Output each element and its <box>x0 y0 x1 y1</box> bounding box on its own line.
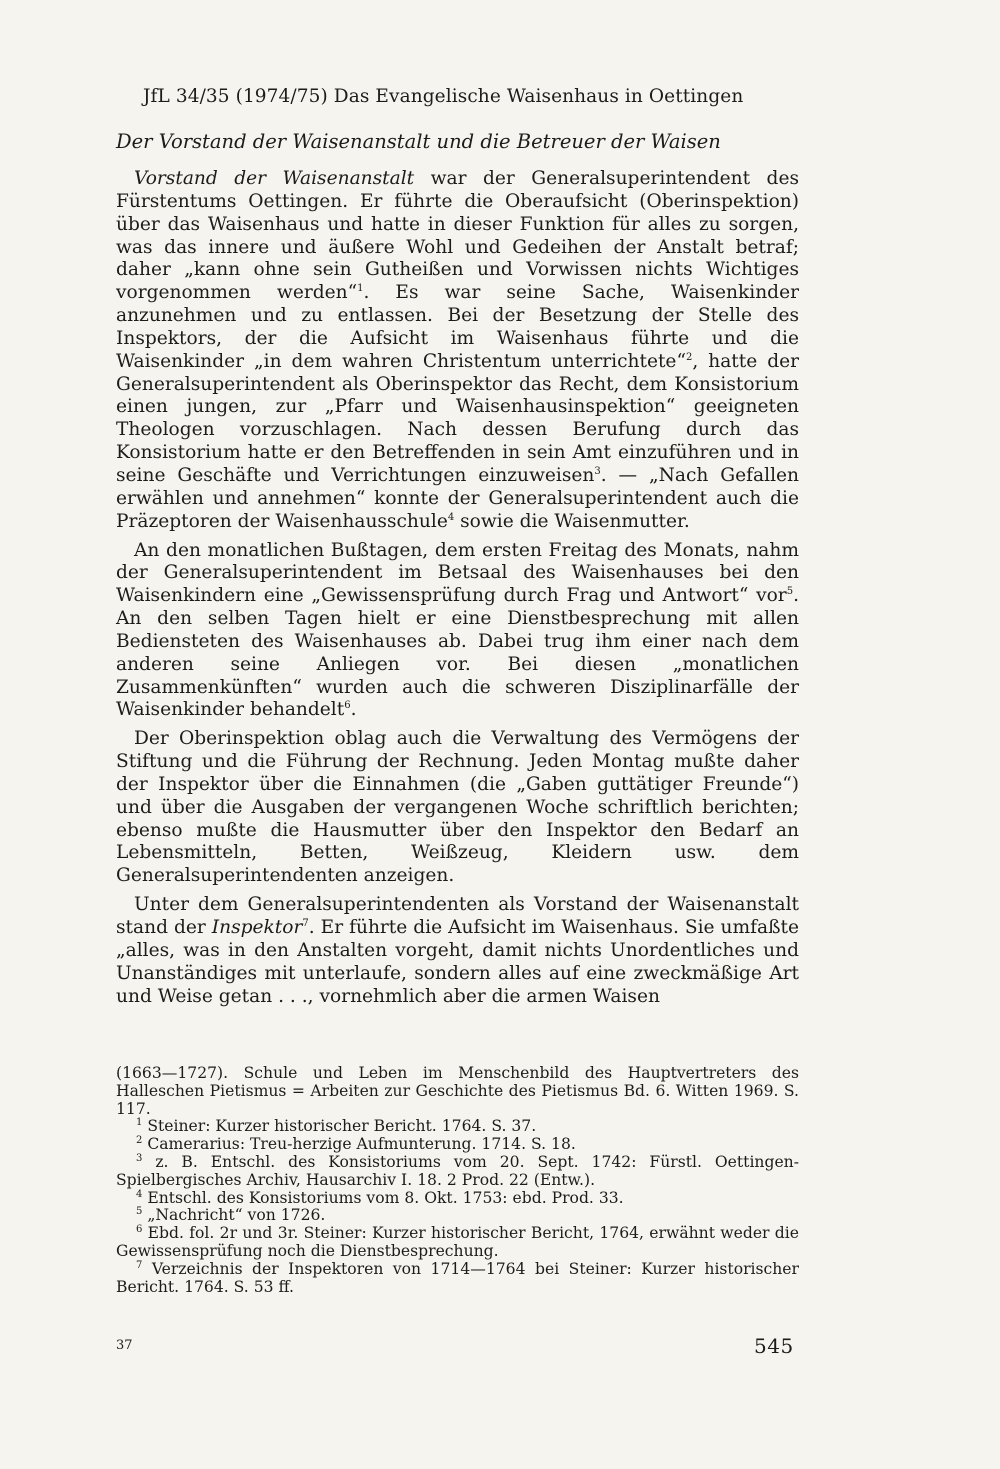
footnotes <box>116 1065 799 1296</box>
footnote-3-text: z. B. Entschl. des Konsistoriums vom 20. Sept. 1742: Fürstl. Oettingen-Spielbergisches Archiv, Hausarchiv I. 18. 2 Prod. 22 (Entw.). <box>116 1152 799 1189</box>
paragraph-1-text-d: . — „Nach Gefallen erwählen und annehmen“ konnte der Generalsuperintendent auch die Präzeptoren der Waisenhausschule <box>116 464 799 532</box>
paragraph-1-text-a: war der Generalsuperintendent des Fürstentums Oettingen. Er führte die Oberaufsicht (Oberinspektion) über das Waisenhaus und hatte in dieser Funktion für alles zu sorgen, was das innere und äußere Wohl und Gedeihen der Anstalt betraf; daher „kann ohne sein Gutheißen und Vorwissen nichts Wichtiges vorgenommen werden“ <box>116 168 799 304</box>
footnote-ref-1: 1 <box>357 283 364 295</box>
footnote-2-number: 2 <box>136 1135 143 1146</box>
paragraph-1 <box>116 168 799 534</box>
signature-mark: 37 <box>116 1338 133 1353</box>
footnote-4-text: Entschl. des Konsistoriums vom 8. Okt. 1753: ebd. Prod. 33. <box>142 1188 624 1207</box>
footnote-continuation: (1663—1727). Schule und Leben im Menschenbild des Hauptvertreters des Halleschen Pietismus = Arbeiten zur Geschichte des Pietismus Bd. 6. Witten 1969. S. 117. <box>116 1064 799 1118</box>
footnote-7 <box>116 1261 799 1297</box>
footnote-6-text: Ebd. fol. 2r und 3r. Steiner: Kurzer historischer Bericht, 1764, erwähnt weder die Gewissensprüfung noch die Dienstbesprechung. <box>116 1224 799 1260</box>
footnote-ref-4: 4 <box>447 511 455 523</box>
footnote-1-number: 1 <box>136 1117 143 1129</box>
paragraph-4-text-b: . Er führte die Aufsicht im Waisenhaus. Sie umfaßte „alles, was in den Anstalten vorgeht, damit nichts Unordentliches und Unanständiges mit unterlaufe, sondern alles auf eine zweckmäßige Art und Weise getan . . ., vornehmlich aber die armen Waisen <box>116 917 799 1007</box>
paragraph-4-emphasis: Inspektor <box>211 917 303 938</box>
footnote-6-number: 6 <box>136 1223 143 1235</box>
paragraph-2-text-b: . An den selben Tagen hielt er eine Dienstbesprechung mit allen Bediensteten des Waisenhauses ab. Dabei trug ihm einer nach dem anderen seine Anliegen vor. Bei diesen „monatlichen Zusammenkünften“ wurden auch die schweren Disziplinarfälle der Waisenkinder behandelt <box>116 585 799 721</box>
footnote-2-text: Camerarius: Treu-herzige Aufmunterung. 1714. S. 18. <box>142 1135 576 1154</box>
footnote-6 <box>116 1225 799 1261</box>
paragraph-1-text-e: sowie die Waisenmutter. <box>454 510 690 532</box>
paragraph-2-text-c: . <box>350 699 357 721</box>
paragraph-3: Der Oberinspektion oblag auch die Verwaltung des Vermögens der Stiftung und die Führung der Rechnung. Jeden Montag mußte daher der Inspektor über die Einnahmen (die „Gaben guttätiger Freunde“) und über die Ausgaben der vergangenen Woche schriftlich berichten; ebenso mußte die Hausmutter über den Inspektor den Bedarf an Lebensmitteln, Betten, Weißzeug, Kleidern usw. dem Generalsuperintendenten anzeigen. <box>116 728 799 887</box>
paragraph-2 <box>116 540 799 723</box>
footnote-4 <box>116 1190 799 1208</box>
footnote-3-number: 3 <box>136 1152 143 1164</box>
footnote-5 <box>116 1207 799 1225</box>
footnote-4-number: 4 <box>136 1188 143 1200</box>
footnote-2 <box>116 1136 799 1154</box>
body-text <box>116 168 799 1014</box>
paragraph-4 <box>116 894 799 1008</box>
footnote-5-text: „Nachricht“ von 1726. <box>142 1206 326 1225</box>
paragraph-2-text-a: An den monatlichen Bußtagen, dem ersten Freitag des Monats, nahm der Generalsuperintendent im Betsaal des Waisenhauses bei den Waisenkindern eine „Gewissensprüfung durch Frag und Antwort“ vor <box>116 539 799 607</box>
footnote-1 <box>116 1118 799 1136</box>
footnote-1-text: Steiner: Kurzer historischer Bericht. 1764. S. 37. <box>142 1117 537 1136</box>
paragraph-1-lead: Vorstand der Waisenanstalt <box>134 168 415 189</box>
footnote-5-number: 5 <box>136 1206 143 1218</box>
footnote-ref-6: 6 <box>344 700 351 712</box>
footnote-ref-2: 2 <box>685 351 693 363</box>
paragraph-1-text-c: , hatte der Generalsuperintendent als Oberinspektor das Recht, dem Konsistorium einen jungen, zur „Pfarr und Waisenhausinspektion“ geeigneten Theologen vorzuschlagen. Nach dessen Berufung durch das Konsistorium hatte er den Betreffenden in sein Amt einzuführen und in seine Geschäfte und Verrichtungen einzuweisen <box>116 350 799 486</box>
paragraph-1-text-b: . Es war seine Sache, Waisenkinder anzunehmen und zu entlassen. Bei der Besetzung der Stelle des Inspektors, der die Aufsicht im Waisenhaus führte und die Waisenkinder „in dem wahren Christentum unterrichtete“ <box>116 282 799 372</box>
footnote-3 <box>116 1154 799 1190</box>
section-title: Der Vorstand der Waisenanstalt und die Betreuer der Waisen <box>116 130 721 153</box>
footnote-ref-3: 3 <box>594 465 601 477</box>
footnote-7-number: 7 <box>136 1259 143 1271</box>
footnote-7-text: Verzeichnis der Inspektoren von 1714—1764 bei Steiner: Kurzer historischer Bericht. 1764. S. 53 ff. <box>116 1259 799 1296</box>
footnote-ref-7: 7 <box>302 917 309 929</box>
page-number: 545 <box>754 1334 794 1358</box>
footnote-ref-5: 5 <box>786 586 794 597</box>
running-head: JfL 34/35 (1974/75) Das Evangelische Waisenhaus in Oettingen <box>143 86 744 107</box>
paragraph-4-text-a: Unter dem Generalsuperintendenten als Vorstand der Waisenanstalt stand der <box>116 894 799 938</box>
